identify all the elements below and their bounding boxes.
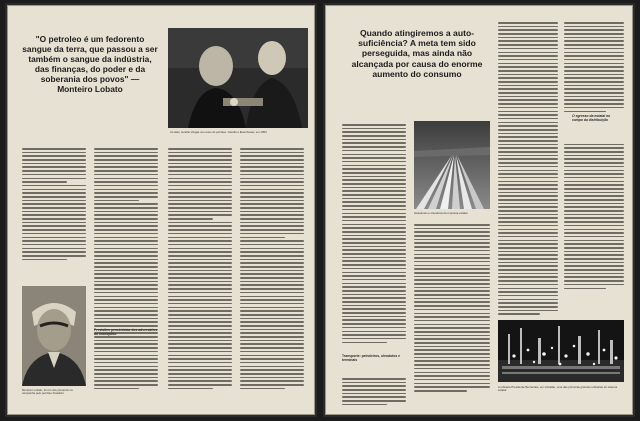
left-text-column-3 [168,148,232,391]
magazine-page-left [8,6,314,414]
photo-pipelines-caption: Gasodutos e oleodutos da empresa estatal [414,211,468,215]
right-text-column-top-2 [564,22,624,291]
right-text-column-top-1 [498,22,558,317]
left-text-column-4 [240,148,304,391]
photo-two-men [168,28,308,128]
right-subhead: Transporte: petroleiros, oleodutos e terminais [342,354,401,362]
right-text-column-2 [414,224,490,394]
photo-refinery-caption: A refinaria Presidente Bernardes, em Cubatão, uma das primeiras grandes refinarias do sistema estatal [498,385,618,393]
photo-pipelines [414,121,490,209]
right-text-column-1-bottom [342,378,406,408]
left-text-column-2 [94,148,158,391]
left-text-column-1 [22,148,86,262]
left-headline: "O petroleo é um fedorento sangue da terra, que passou a ser também o sangue da indústria, das finanças, do poder e da soberania dos povos" — Monteiro Lobato [22,34,158,94]
photo-monteiro-lobato-portrait [22,286,86,386]
photo-refinery-night [498,320,624,382]
magazine-page-right [326,6,632,414]
left-subhead: Previsões pessimistas dos adversários do monopólio [94,328,158,336]
right-text-column-1 [342,124,406,345]
photo-two-men-caption: Ao lado, Getúlio Vargas nos anos do petróleo. Getúlio e Eisenhower, em 1953 [170,130,267,134]
right-headline: Quando atingiremos a auto-suficiência? A meta tem sido perseguida, mas ainda não alcançada por causa do enorme aumento do consumo [351,28,483,79]
right-sidebar-note: O egresso da estatal no campo da distribuição [572,114,611,122]
photo-portrait-caption: Monteiro Lobato, foi um dos pioneiros na campanha pelo petróleo brasileiro [22,388,73,396]
